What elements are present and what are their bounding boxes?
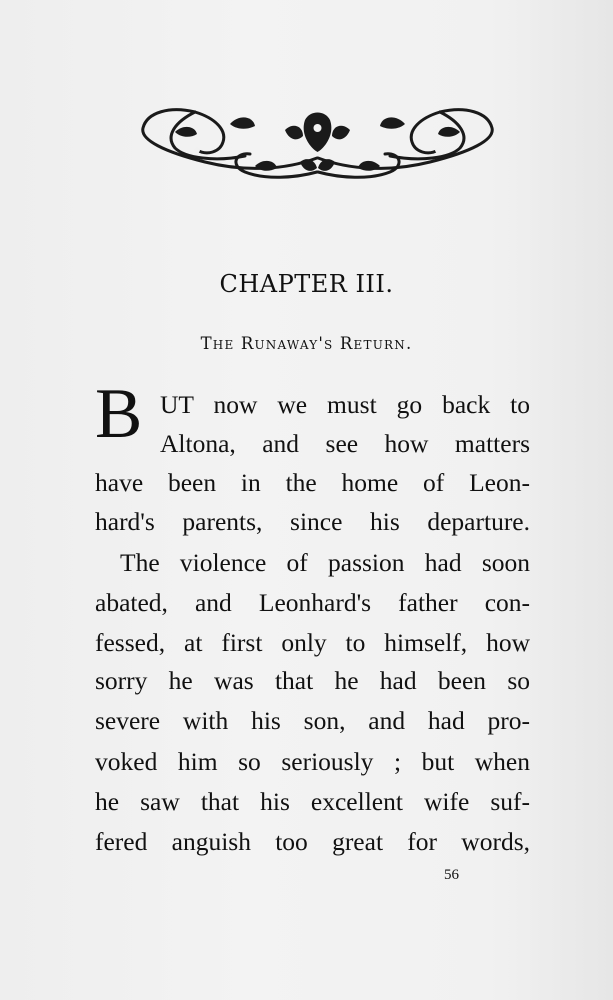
drop-cap: B <box>95 375 143 453</box>
text-line: fered anguish too great for words, <box>95 827 530 856</box>
text-line: voked him so seriously ; but when <box>95 747 530 776</box>
text-line: fessed, at first only to himself, how <box>95 628 530 657</box>
ornamental-scroll-headpiece-icon <box>135 100 500 190</box>
text-line: UT now we must go back to <box>160 390 530 419</box>
chapter-title: CHAPTER III. <box>219 270 394 298</box>
text-line: have been in the home of Leon- <box>95 468 530 497</box>
text-line: abated, and Leonhard's father con- <box>95 588 530 617</box>
text-line: sorry he was that he had been so <box>95 666 530 695</box>
page-number: 56 <box>444 867 459 883</box>
text-line: he saw that his excellent wife suf- <box>95 787 530 816</box>
text-line: Altona, and see how matters <box>160 429 530 458</box>
text-line: The violence of passion had soon <box>120 548 530 577</box>
text-line: severe with his son, and had pro- <box>95 706 530 735</box>
text-line: hard's parents, since his departure. <box>95 507 530 536</box>
chapter-subtitle: The Runaway's Return. <box>200 334 413 353</box>
